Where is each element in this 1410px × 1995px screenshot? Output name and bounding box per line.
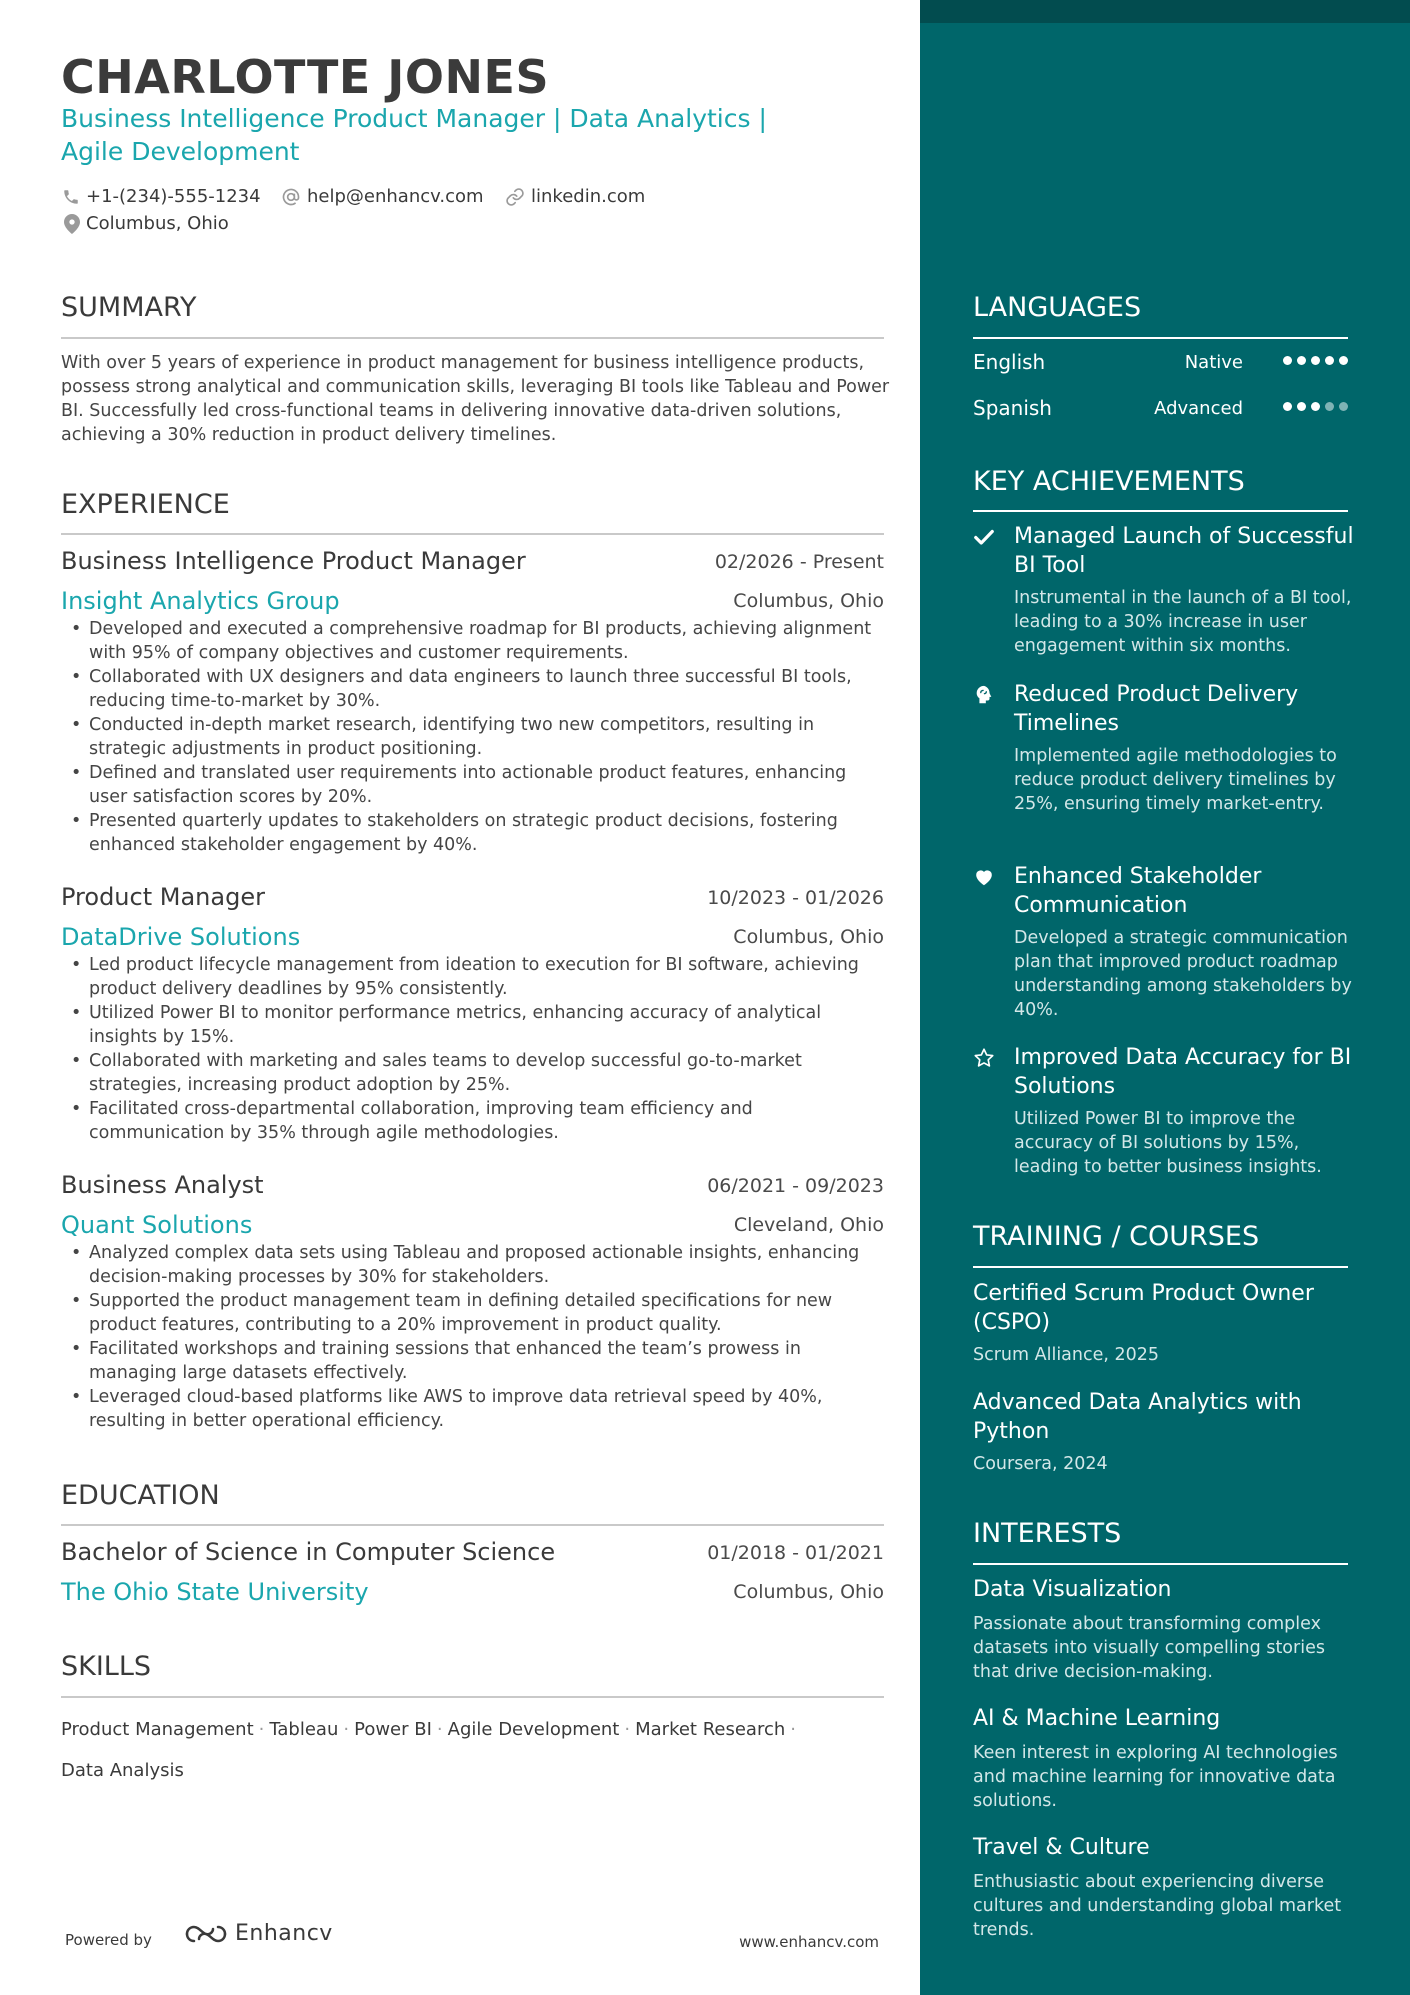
job-company: Insight Analytics Group xyxy=(61,587,340,615)
proficiency-dot xyxy=(1311,356,1320,365)
star-icon xyxy=(973,1047,995,1069)
bullet-item: • Leveraged cloud-based platforms like AWS to improve data retrieval speed by 40%, resulting in better operational efficiency. xyxy=(61,1385,884,1433)
proficiency-dots xyxy=(1283,402,1348,411)
training-divider xyxy=(973,1266,1348,1268)
language-level: Advanced xyxy=(1154,398,1243,419)
bullet-item: • Utilized Power BI to monitor performance metrics, enhancing accuracy of analytical insights by 15%. xyxy=(61,1001,884,1049)
job-bullets xyxy=(61,1241,884,1433)
location-pin-icon xyxy=(64,214,80,234)
language-item xyxy=(973,350,1348,378)
bullet-item: • Collaborated with UX designers and data engineers to launch three successful BI tools, reducing time-to-market by 30%. xyxy=(61,665,884,713)
bullet-item: • Led product lifecycle management from ideation to execution for BI software, achieving product delivery deadlines by 95% consistently. xyxy=(61,953,884,1001)
job-bullets xyxy=(61,953,884,1145)
proficiency-dot xyxy=(1283,356,1292,365)
education-dates: 01/2018 - 01/2021 xyxy=(707,1542,884,1564)
job-title: Product Manager xyxy=(61,883,265,911)
job-dates: 02/2026 - Present xyxy=(714,551,884,573)
training-heading: TRAINING / COURSES xyxy=(973,1221,1260,1252)
achievement-desc: Instrumental in the launch of a BI tool, leading to a 30% increase in user engagement within six months. xyxy=(1014,588,1352,656)
interest-title: Travel & Culture xyxy=(973,1835,1150,1860)
interests-divider xyxy=(973,1563,1348,1565)
infinity-logo-icon xyxy=(183,1922,229,1946)
contact-linkedin[interactable] xyxy=(505,185,645,209)
bullet-item: • Developed and executed a comprehensive roadmap for BI products, achieving alignment with 95% of company objectives and customer requirements. xyxy=(61,617,884,665)
course-meta: Scrum Alliance, 2025 xyxy=(973,1345,1160,1365)
job-dates: 10/2023 - 01/2026 xyxy=(707,887,884,909)
skill-item: Data Analysis xyxy=(61,1760,184,1781)
interests-heading: INTERESTS xyxy=(973,1518,1122,1549)
job-bullets xyxy=(61,617,884,857)
proficiency-dots xyxy=(1283,356,1348,365)
phone-icon xyxy=(62,188,80,206)
education-heading: EDUCATION xyxy=(61,1480,220,1511)
enhancv-logo[interactable] xyxy=(183,1921,333,1946)
sidebar xyxy=(920,0,1410,1995)
interest-title: Data Visualization xyxy=(973,1577,1172,1602)
brain-icon xyxy=(973,684,995,706)
job-company: DataDrive Solutions xyxy=(61,923,301,951)
proficiency-dot xyxy=(1283,402,1292,411)
achievement-title: Enhanced Stakeholder Communication xyxy=(1014,864,1262,918)
language-name: Spanish xyxy=(973,396,1052,420)
link-icon xyxy=(505,187,525,207)
achievements-heading: KEY ACHIEVEMENTS xyxy=(973,466,1245,497)
contact-location xyxy=(64,212,229,236)
headline-line-1: Business Intelligence Product Manager | Data Analytics | xyxy=(61,104,767,133)
job-title: Business Intelligence Product Manager xyxy=(61,547,526,575)
bullet-item: • Defined and translated user requirements into actionable product features, enhancing user satisfaction scores by 20%. xyxy=(61,761,884,809)
achievement-desc: Implemented agile methodologies to reduce product delivery timelines by 25%, ensuring timely market-entry. xyxy=(1014,746,1337,814)
languages-heading: LANGUAGES xyxy=(973,292,1142,323)
contact-phone[interactable] xyxy=(62,185,261,209)
heart-icon xyxy=(973,866,995,888)
skill-item: Market Research xyxy=(635,1719,786,1740)
bullet-item: • Collaborated with marketing and sales teams to develop successful go-to-market strategies, increasing product adoption by 25%. xyxy=(61,1049,884,1097)
skills-divider xyxy=(61,1696,884,1698)
course-title: Certified Scrum Product Owner (CSPO) xyxy=(973,1281,1314,1335)
language-item xyxy=(973,396,1348,424)
summary-heading: SUMMARY xyxy=(61,292,197,323)
achievement-title: Improved Data Accuracy for BI Solutions xyxy=(1014,1045,1352,1099)
job-company: Quant Solutions xyxy=(61,1211,253,1239)
education-divider xyxy=(61,1524,884,1526)
location-text: Columbus, Ohio xyxy=(86,213,229,234)
brand-name: Enhancv xyxy=(235,1921,333,1946)
bullet-item: • Presented quarterly updates to stakeholders on strategic product decisions, fostering enhanced stakeholder engagement by 40%. xyxy=(61,809,884,857)
job-location: Columbus, Ohio xyxy=(733,926,884,948)
phone-text: +1-(234)-555-1234 xyxy=(86,186,261,207)
course-meta: Coursera, 2024 xyxy=(973,1454,1108,1474)
skills-heading: SKILLS xyxy=(61,1651,152,1682)
experience-divider xyxy=(61,533,884,535)
skill-item: Tableau xyxy=(269,1719,339,1740)
proficiency-dot xyxy=(1325,356,1334,365)
linkedin-text: linkedin.com xyxy=(531,186,646,207)
job-entry xyxy=(61,882,884,1152)
skill-item: Product Management xyxy=(61,1719,254,1740)
achievement-title: Reduced Product Delivery Timelines xyxy=(1014,682,1299,736)
job-entry xyxy=(61,1170,884,1440)
proficiency-dot xyxy=(1339,356,1348,365)
bullet-item: • Facilitated cross-departmental collaboration, improving team efficiency and communication by 35% through agile methodologies. xyxy=(61,1097,884,1145)
proficiency-dot xyxy=(1297,402,1306,411)
interest-desc: Passionate about transforming complex datasets into visually compelling stories that drive decision-making. xyxy=(973,1614,1325,1682)
job-title: Business Analyst xyxy=(61,1171,264,1199)
job-location: Cleveland, Ohio xyxy=(733,1214,884,1236)
email-text: help@enhancv.com xyxy=(307,186,484,207)
interest-title: AI & Machine Learning xyxy=(973,1706,1221,1731)
language-name: English xyxy=(973,350,1046,374)
course-title: Advanced Data Analytics with Python xyxy=(973,1390,1302,1444)
interest-desc: Enthusiastic about experiencing diverse cultures and understanding global market trends. xyxy=(973,1872,1342,1940)
headline-line-2: Agile Development xyxy=(61,137,300,166)
degree: Bachelor of Science in Computer Science xyxy=(61,1538,556,1566)
job-entry xyxy=(61,546,884,866)
experience-heading: EXPERIENCE xyxy=(61,489,230,520)
headline xyxy=(61,102,821,168)
candidate-name: CHARLOTTE JONES xyxy=(61,50,550,104)
proficiency-dot xyxy=(1339,402,1348,411)
bullet-item: • Conducted in-depth market research, identifying two new competitors, resulting in strategic adjustments in product positioning. xyxy=(61,713,884,761)
bullet-item: • Supported the product management team in defining detailed specifications for new product features, contributing to a 20% improvement in product quality. xyxy=(61,1289,884,1337)
achievement-title: Managed Launch of Successful BI Tool xyxy=(1014,524,1354,578)
languages-divider xyxy=(973,337,1348,339)
job-dates: 06/2021 - 09/2023 xyxy=(707,1175,884,1197)
interest-desc: Keen interest in exploring AI technologies and machine learning for innovative data solutions. xyxy=(973,1743,1338,1811)
education-entry xyxy=(61,1537,884,1617)
contact-email[interactable] xyxy=(281,185,484,209)
proficiency-dot xyxy=(1325,402,1334,411)
language-level: Native xyxy=(1184,352,1243,373)
summary-divider xyxy=(61,337,884,339)
bullet-item: • Analyzed complex data sets using Tableau and proposed actionable insights, enhancing decision-making processes by 30% for stakeholders. xyxy=(61,1241,884,1289)
job-location: Columbus, Ohio xyxy=(733,590,884,612)
check-icon xyxy=(973,526,995,548)
skills-list: Product Management · Tableau · Power BI · Agile Development · Market Research · Data Analysis xyxy=(61,1719,797,1781)
skill-item: Power BI xyxy=(354,1719,432,1740)
achievements-divider xyxy=(973,510,1348,512)
education-location: Columbus, Ohio xyxy=(733,1581,884,1603)
achievement-desc: Utilized Power BI to improve the accuracy of BI solutions by 15%, leading to better business insights. xyxy=(1014,1109,1322,1177)
proficiency-dot xyxy=(1297,356,1306,365)
sidebar-top-band xyxy=(920,0,1410,23)
achievement-desc: Developed a strategic communication plan that improved product roadmap understanding among stakeholders by 40%. xyxy=(1014,928,1352,1020)
powered-by-label: Powered by xyxy=(65,1931,152,1949)
skill-item: Agile Development xyxy=(447,1719,620,1740)
proficiency-dot xyxy=(1311,402,1320,411)
summary-text: With over 5 years of experience in product management for business intelligence products, possess strong analytical and communication skills, leveraging BI tools like Tableau and Power BI. Successfully led cross-functional teams in delivering innovative data-driven solutions, achieving a 30% reduction in product delivery timelines. xyxy=(61,353,890,445)
at-icon xyxy=(281,187,301,207)
footer-url[interactable]: www.enhancv.com xyxy=(739,1933,879,1951)
bullet-item: • Facilitated workshops and training sessions that enhanced the team’s prowess in managing large datasets effectively. xyxy=(61,1337,884,1385)
school: The Ohio State University xyxy=(61,1578,369,1606)
